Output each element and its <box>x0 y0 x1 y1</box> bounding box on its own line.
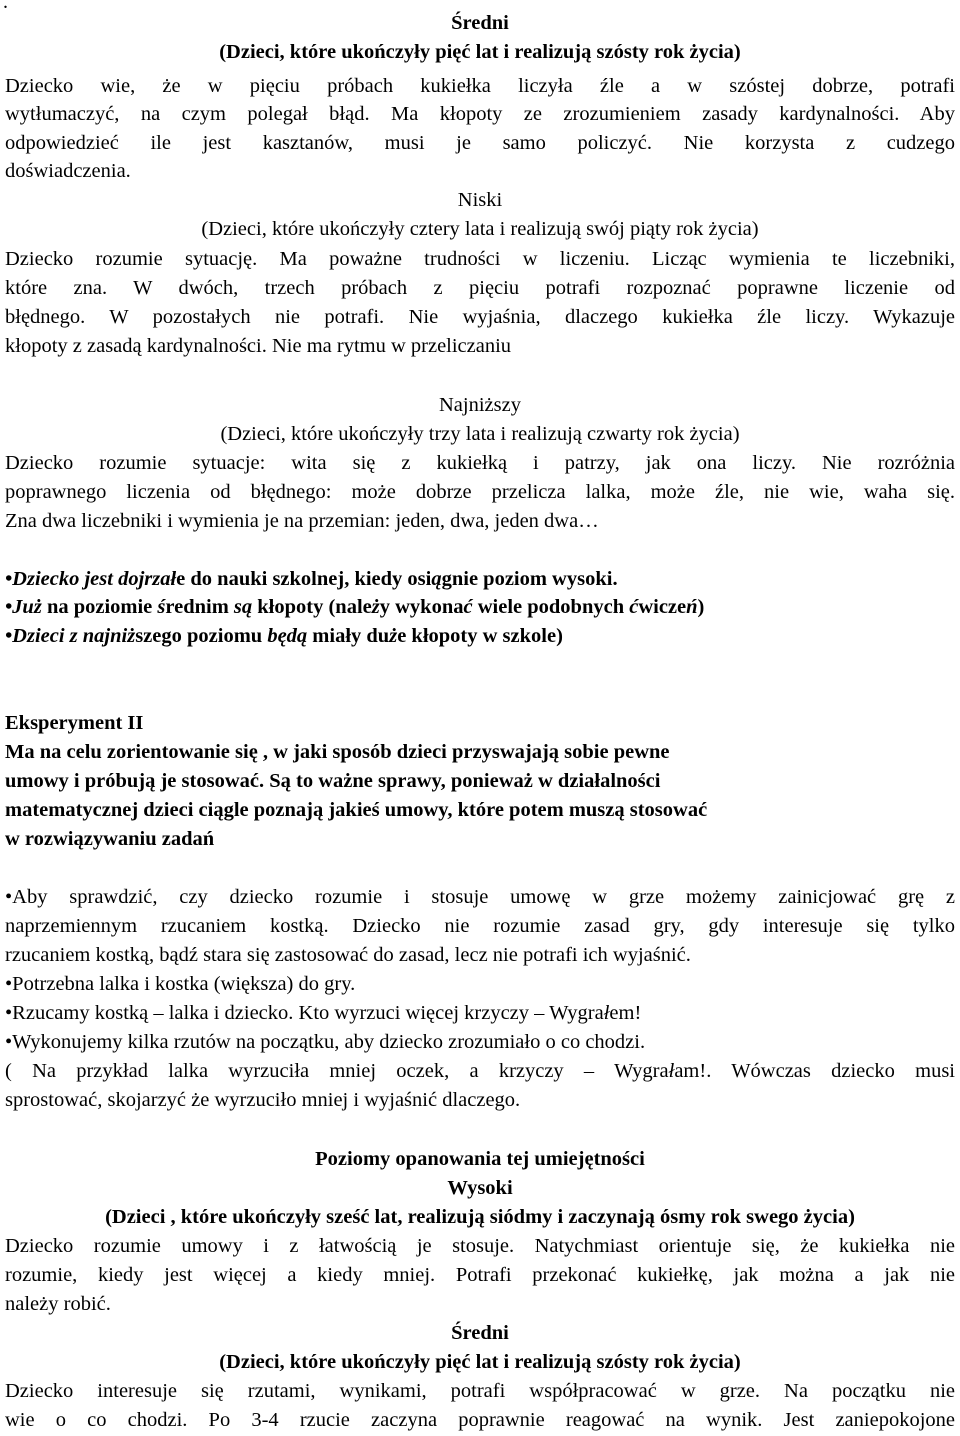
text-run: Poziomy opanowania tej umiejętności <box>315 1148 645 1170</box>
text-run: ) <box>697 596 705 618</box>
text-line <box>5 999 955 1028</box>
text-run: wie o co chodzi. Po 3-4 rzucie zaczyna poprawnie reagować na wynik. Jest zaniepokojone <box>5 1409 955 1431</box>
text-run: gnie poziom wysoki. <box>441 568 618 590</box>
text-line <box>5 157 955 186</box>
text-line <box>5 825 955 854</box>
text-line <box>5 1319 955 1348</box>
text-run: sprostować, skojarzyć że wyrzuciło mniej i wyjaśnić dlaczego. <box>5 1089 521 1111</box>
text-run: umowy i próbują je stosować. Są to ważne sprawy, ponieważ w działalności <box>5 770 661 792</box>
text-run: Eksperyment II <box>5 712 144 734</box>
text-run: poprawnego liczenia od błędnego: może dobrze przelicza lalka, może źle, nie wie, waha się. <box>5 481 955 503</box>
text-run: ć <box>463 596 473 618</box>
text-line <box>5 9 955 38</box>
text-line <box>5 796 955 825</box>
text-line <box>5 332 955 361</box>
text-run: błędnego. W pozostałych nie potrafi. Nie wyjaśnia, dlaczego kukiełka źle liczy. Wykazuje <box>5 306 955 328</box>
text-line <box>5 565 955 594</box>
text-run: matematycznej dzieci ciągle poznają jakieś umowy, które potem muszą stosować <box>5 799 708 821</box>
stray-dot: . <box>3 0 8 13</box>
text-run: szego poziomu <box>135 625 268 647</box>
text-run: Najniższy <box>439 394 521 416</box>
text-run: w rozwiązywaniu zadań <box>5 828 215 850</box>
text-run: rozumie, kiedy jest więcej a kiedy mniej. Potrafi przekonać kukiełkę, jak można a jak nie <box>5 1264 955 1286</box>
text-line <box>5 215 955 244</box>
text-run: Zna dwa liczebniki i wymienia je na przemian: jeden, dwa, jeden dwa… <box>5 510 599 532</box>
text-run: kłopoty (nale <box>252 596 372 618</box>
text-run: ś <box>157 596 166 618</box>
text-line <box>5 970 955 999</box>
text-line <box>5 709 955 738</box>
text-line <box>5 1203 955 1232</box>
text-run: •Potrzebna lalka i kostka (większa) do gry. <box>5 973 356 995</box>
text-line <box>5 1290 955 1319</box>
text-run: doświadczenia. <box>5 160 131 182</box>
text-run: będą <box>267 625 308 647</box>
text-run: (Dzieci, które ukończyły pięć lat i realizują szósty rok życia) <box>219 41 741 63</box>
text-run: Dziecko rozumie sytuację. Ma poważne trudności w liczeniu. Licząc wymienia te liczebniki, <box>5 248 955 270</box>
text-run: Średni <box>451 12 509 34</box>
text-run: są <box>233 596 253 618</box>
text-run: ( Na przykład lalka wyrzuciła mniej oczek, a krzyczy – Wygra <box>5 1060 669 1082</box>
text-run: Dziecko rozumie sytuacje: wita się z kukiełką i patrzy, jak ona liczy. Nie rozróżnia <box>5 452 955 474</box>
text-line <box>5 1174 955 1203</box>
text-line <box>5 1145 955 1174</box>
text-run: ą <box>431 568 442 590</box>
text-run: •Aby sprawdzić, czy dziecko rozumie i stosuje umowę w grze możemy zainicjować grę z <box>5 886 955 908</box>
text-run: (Dzieci , które ukończyły sześć lat, realizują siódmy i zaczynają ósmy rok swego życia) <box>105 1206 855 1228</box>
text-run: ż <box>371 596 380 618</box>
text-run: •Rzucamy kostką – lalka i dziecko. Kto wyrzuci więcej krzyczy – Wygra <box>5 1002 604 1024</box>
text-line <box>5 1057 955 1086</box>
text-line <box>5 391 955 420</box>
text-run: należy robić. <box>5 1293 111 1315</box>
text-line <box>5 245 955 274</box>
text-run: które zna. W dwóch, trzech próbach z pięciu potrafi rozpoznać poprawne liczenie od <box>5 277 955 299</box>
text-run: ł <box>603 1002 610 1024</box>
text-line <box>5 941 955 970</box>
text-line <box>5 593 955 622</box>
text-line <box>5 478 955 507</box>
text-run: Wysoki <box>447 1177 513 1199</box>
text-run: e do nauki szkolnej, kiedy osi <box>176 568 432 590</box>
text-line <box>5 767 955 796</box>
text-run: odpowiedzieć ile jest kasztanów, musi je samo policzyć. Nie korzysta z cudzego <box>5 132 955 154</box>
text-line <box>5 1406 955 1435</box>
text-run: ż <box>389 625 398 647</box>
text-run: kłopoty z zasadą kardynalności. Nie ma rytmu w przeliczaniu <box>5 335 512 357</box>
text-line <box>5 303 955 332</box>
text-run: (Dzieci, które ukończyły pięć lat i realizują szósty rok życia) <box>219 1351 741 1373</box>
text-run: •Dzieci z najniż <box>5 625 136 647</box>
text-line <box>5 912 955 941</box>
text-run: Dziecko rozumie umowy i z łatwością je stosuje. Natychmiast orientuje się, że kukiełka nie <box>5 1235 955 1257</box>
text-run: ć <box>629 596 639 618</box>
text-line <box>5 883 955 912</box>
text-run: Ma na celu zorientowanie się , w jaki sposób dzieci przyswajają sobie pewne <box>5 741 670 763</box>
text-run: e kłopoty w szkole) <box>397 625 563 647</box>
text-line <box>5 72 955 101</box>
text-line <box>5 129 955 158</box>
text-line <box>5 1377 955 1406</box>
text-run: em! <box>609 1002 642 1024</box>
text-line <box>5 1348 955 1377</box>
text-run: •Wykonujemy kilka rzutów na początku, aby dziecko zrozumiało o co chodzi. <box>5 1031 646 1053</box>
text-line <box>5 507 955 536</box>
text-line <box>5 738 955 767</box>
text-run: rzucaniem kostką, bądź stara się zastosować do zasad, lecz nie potrafi ich wyjaśnić. <box>5 944 691 966</box>
text-run: Średni <box>451 1322 509 1344</box>
text-run: •Dziecko jest dojrzał <box>5 568 177 590</box>
text-line <box>5 1028 955 1057</box>
text-run: Dziecko wie, że w pięciu próbach kukiełka liczyła źle a w szóstej dobrze, potrafi <box>5 75 955 97</box>
text-run: naprzemiennym rzucaniem kostką. Dziecko nie rozumie zasad gry, gdy interesuje się tylko <box>5 915 955 937</box>
text-run: wicze <box>638 596 687 618</box>
text-run: y wykona <box>379 596 464 618</box>
text-line <box>5 622 955 651</box>
text-run: (Dzieci, które ukończyły cztery lata i realizują swój piąty rok życia) <box>201 218 759 240</box>
text-run: wytłumaczyć, na czym polegał błąd. Ma kłopoty ze zrozumieniem zasady kardynalności. Aby <box>5 103 955 125</box>
text-line <box>5 1232 955 1261</box>
text-run: rednim <box>165 596 234 618</box>
text-run: ń <box>686 596 698 618</box>
text-line <box>5 38 955 67</box>
text-line <box>5 1261 955 1290</box>
text-line <box>5 1086 955 1115</box>
text-run: na poziomie <box>41 596 158 618</box>
text-run: Niski <box>457 189 503 211</box>
text-run: ł <box>668 1060 675 1082</box>
text-line <box>5 186 955 215</box>
text-line <box>5 420 955 449</box>
text-run: miały du <box>307 625 390 647</box>
text-line <box>5 274 955 303</box>
text-run: am!. Wówczas dziecko musi <box>674 1060 955 1082</box>
text-line <box>5 449 955 478</box>
text-run: •Już <box>5 596 42 618</box>
text-run: wiele podobnych <box>472 596 630 618</box>
text-line <box>5 100 955 129</box>
text-run: Dziecko interesuje się rzutami, wynikami, potrafi współpracować w grze. Na początku nie <box>5 1380 955 1402</box>
text-run: (Dzieci, które ukończyły trzy lata i realizują czwarty rok życia) <box>220 423 740 445</box>
